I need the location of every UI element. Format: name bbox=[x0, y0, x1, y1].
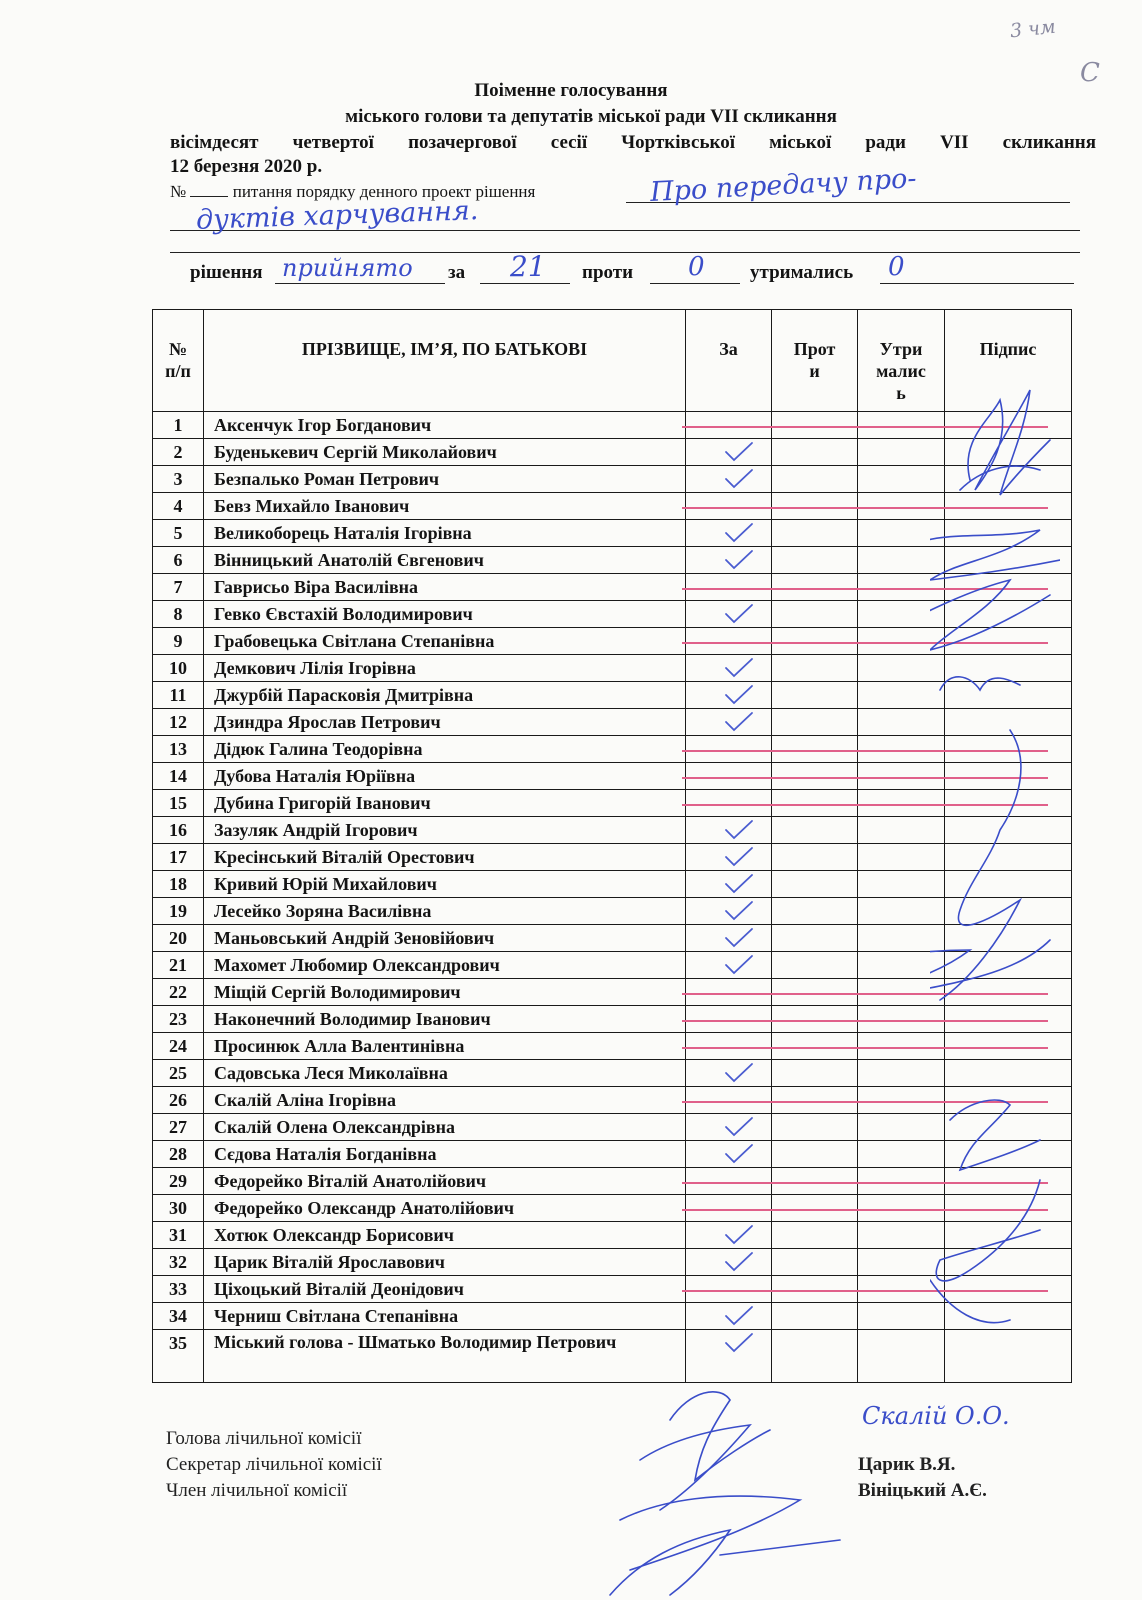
signature-stroke bbox=[670, 1392, 770, 1480]
row-against-cell bbox=[772, 952, 858, 979]
row-number: 28 bbox=[153, 1141, 204, 1168]
check-mark-icon bbox=[724, 1143, 754, 1165]
row-for-cell bbox=[686, 547, 772, 574]
row-for-cell bbox=[686, 925, 772, 952]
row-name: Міський голова - Шматько Володимир Петрович bbox=[204, 1330, 686, 1383]
check-mark-icon bbox=[724, 1062, 754, 1084]
row-for-cell bbox=[686, 1249, 772, 1276]
row-for-cell bbox=[686, 898, 772, 925]
signature-stroke bbox=[930, 580, 1050, 650]
row-against-cell bbox=[772, 628, 858, 655]
check-mark-icon bbox=[724, 954, 754, 976]
check-mark-icon bbox=[724, 441, 754, 463]
row-number: 14 bbox=[153, 763, 204, 790]
row-number: 26 bbox=[153, 1087, 204, 1114]
signatures-column bbox=[930, 380, 1060, 1340]
session-date: 12 березня 2020 р. bbox=[170, 156, 323, 177]
for-count-label: за bbox=[448, 262, 466, 283]
check-mark-icon bbox=[724, 873, 754, 895]
row-for-cell bbox=[686, 817, 772, 844]
row-against-cell bbox=[772, 1276, 858, 1303]
row-for-cell bbox=[686, 1087, 772, 1114]
header-against-text: Прот и bbox=[793, 339, 836, 381]
check-mark-icon bbox=[724, 1251, 754, 1273]
row-name: Аксенчук Ігор Богданович bbox=[204, 412, 686, 439]
row-number: 4 bbox=[153, 493, 204, 520]
decision-value-line bbox=[275, 283, 445, 284]
handwritten-issue-title-2: дуктів харчування. bbox=[195, 195, 479, 236]
row-against-cell bbox=[772, 574, 858, 601]
signature-stroke bbox=[720, 1540, 840, 1555]
row-number: 22 bbox=[153, 979, 204, 1006]
row-number: 32 bbox=[153, 1249, 204, 1276]
row-for-cell bbox=[686, 1141, 772, 1168]
header-against bbox=[772, 310, 858, 412]
signature-stroke bbox=[930, 530, 1060, 580]
row-against-cell bbox=[772, 871, 858, 898]
row-for-cell bbox=[686, 763, 772, 790]
row-against-cell bbox=[772, 790, 858, 817]
check-mark-icon bbox=[724, 711, 754, 733]
check-mark-icon bbox=[724, 522, 754, 544]
row-against-cell bbox=[772, 736, 858, 763]
row-name: Зазуляк Андрій Ігорович bbox=[204, 817, 686, 844]
row-against-cell bbox=[772, 547, 858, 574]
signature-stroke bbox=[950, 1100, 1040, 1170]
row-name: Кресінський Віталій Орестович bbox=[204, 844, 686, 871]
row-name: Федорейко Олександр Анатолійович bbox=[204, 1195, 686, 1222]
row-against-cell bbox=[772, 1141, 858, 1168]
row-number: 20 bbox=[153, 925, 204, 952]
handwritten-for-count: 21 bbox=[510, 250, 546, 283]
row-number: 33 bbox=[153, 1276, 204, 1303]
row-name: Дубова Наталія Юріївна bbox=[204, 763, 686, 790]
signature-stroke bbox=[940, 730, 1021, 1000]
row-number: 3 bbox=[153, 466, 204, 493]
row-name: Скалій Аліна Ігорівна bbox=[204, 1087, 686, 1114]
row-name: Федорейко Віталій Анатолійович bbox=[204, 1168, 686, 1195]
row-for-cell bbox=[686, 466, 772, 493]
row-number: 30 bbox=[153, 1195, 204, 1222]
check-mark-icon bbox=[724, 1332, 754, 1354]
row-for-cell bbox=[686, 709, 772, 736]
signature-stroke bbox=[620, 1496, 800, 1570]
row-name: Демкович Лілія Ігорівна bbox=[204, 655, 686, 682]
signature-stroke bbox=[936, 1180, 1040, 1281]
row-against-cell bbox=[772, 925, 858, 952]
row-against-cell bbox=[772, 1249, 858, 1276]
row-name: Дубина Григорій Іванович bbox=[204, 790, 686, 817]
row-name: Сєдова Наталія Богданівна bbox=[204, 1141, 686, 1168]
row-number: 27 bbox=[153, 1114, 204, 1141]
row-name: Ціхоцький Віталій Деонідович bbox=[204, 1276, 686, 1303]
row-against-cell bbox=[772, 763, 858, 790]
row-against-cell bbox=[772, 466, 858, 493]
signature-stroke bbox=[968, 390, 1050, 495]
row-number: 13 bbox=[153, 736, 204, 763]
row-number: 17 bbox=[153, 844, 204, 871]
row-against-cell bbox=[772, 1114, 858, 1141]
row-number: 23 bbox=[153, 1006, 204, 1033]
row-against-cell bbox=[772, 601, 858, 628]
check-mark-icon bbox=[724, 657, 754, 679]
row-name: Скалій Олена Олександрівна bbox=[204, 1114, 686, 1141]
check-mark-icon bbox=[724, 1305, 754, 1327]
row-against-cell bbox=[772, 1060, 858, 1087]
row-for-cell bbox=[686, 520, 772, 547]
row-name: Вінницький Анатолій Євгенович bbox=[204, 547, 686, 574]
row-for-cell bbox=[686, 412, 772, 439]
row-number: 18 bbox=[153, 871, 204, 898]
row-against-cell bbox=[772, 844, 858, 871]
row-name: Маньовський Андрій Зеновійович bbox=[204, 925, 686, 952]
signature-stroke bbox=[610, 1530, 730, 1595]
row-number: 25 bbox=[153, 1060, 204, 1087]
chair-label: Голова лічильної комісії bbox=[166, 1428, 362, 1449]
check-mark-icon bbox=[724, 549, 754, 571]
header-for: За bbox=[686, 310, 772, 412]
row-for-cell bbox=[686, 493, 772, 520]
row-name: Бевз Михайло Іванович bbox=[204, 493, 686, 520]
handwritten-issue-title-1: Про передачу про- bbox=[649, 163, 918, 208]
row-name: Гевко Євстахій Володимирович bbox=[204, 601, 686, 628]
check-mark-icon bbox=[724, 684, 754, 706]
row-against-cell bbox=[772, 1033, 858, 1060]
row-for-cell bbox=[686, 1276, 772, 1303]
handwritten-abstained-count: 0 bbox=[888, 252, 905, 282]
signature-stroke bbox=[940, 677, 1020, 690]
row-name: Черниш Світлана Степанівна bbox=[204, 1303, 686, 1330]
check-mark-icon bbox=[724, 1116, 754, 1138]
handwritten-against-count: 0 bbox=[688, 252, 705, 282]
row-for-cell bbox=[686, 736, 772, 763]
against-value-line bbox=[650, 283, 740, 284]
for-value-line bbox=[480, 283, 570, 284]
row-for-cell bbox=[686, 1303, 772, 1330]
session-line: вісімдесят четвертої позачергової сесії Чортківської міської ради VII скликання bbox=[170, 132, 1096, 153]
row-name: Міщій Сергій Володимирович bbox=[204, 979, 686, 1006]
row-number: 9 bbox=[153, 628, 204, 655]
row-against-cell bbox=[772, 979, 858, 1006]
row-against-cell bbox=[772, 412, 858, 439]
row-number: 6 bbox=[153, 547, 204, 574]
row-name: Гаврисьо Віра Василівна bbox=[204, 574, 686, 601]
check-mark-icon bbox=[724, 468, 754, 490]
row-name: Безпалько Роман Петрович bbox=[204, 466, 686, 493]
document-title: Поіменне голосування bbox=[474, 80, 668, 101]
row-for-cell bbox=[686, 574, 772, 601]
row-against-cell bbox=[772, 817, 858, 844]
row-for-cell bbox=[686, 979, 772, 1006]
row-number: 12 bbox=[153, 709, 204, 736]
row-name: Дзиндра Ярослав Петрович bbox=[204, 709, 686, 736]
row-against-cell bbox=[772, 1087, 858, 1114]
secretary-label: Секретар лічильної комісії bbox=[166, 1454, 382, 1475]
check-mark-icon bbox=[724, 927, 754, 949]
row-against-cell bbox=[772, 682, 858, 709]
abstained-value-line bbox=[880, 283, 1074, 284]
row-against-cell bbox=[772, 520, 858, 547]
abstained-count-label: утримались bbox=[750, 262, 854, 283]
row-against-cell bbox=[772, 655, 858, 682]
row-for-cell bbox=[686, 790, 772, 817]
row-name: Буденькевич Сергій Миколайович bbox=[204, 439, 686, 466]
row-for-cell bbox=[686, 1114, 772, 1141]
row-for-cell bbox=[686, 1222, 772, 1249]
header-number bbox=[153, 310, 204, 412]
secretary-name: Царик В.Я. bbox=[858, 1454, 956, 1475]
check-mark-icon bbox=[724, 603, 754, 625]
row-number: 21 bbox=[153, 952, 204, 979]
corner-handwritten-mark: С bbox=[1080, 58, 1100, 88]
row-number: 15 bbox=[153, 790, 204, 817]
row-name: Наконечний Володимир Іванович bbox=[204, 1006, 686, 1033]
row-number: 7 bbox=[153, 574, 204, 601]
issue-number-blank bbox=[190, 182, 228, 197]
row-number: 8 bbox=[153, 601, 204, 628]
row-for-cell bbox=[686, 655, 772, 682]
decision-label: рішення bbox=[190, 262, 263, 283]
row-against-cell bbox=[772, 1195, 858, 1222]
row-name: Джурбій Парасковія Дмитрівна bbox=[204, 682, 686, 709]
handwritten-decision: прийнято bbox=[282, 254, 413, 282]
row-for-cell bbox=[686, 952, 772, 979]
check-mark-icon bbox=[724, 1224, 754, 1246]
row-number: 19 bbox=[153, 898, 204, 925]
row-number: 29 bbox=[153, 1168, 204, 1195]
row-for-cell bbox=[686, 439, 772, 466]
member-name: Вініцький А.Є. bbox=[858, 1480, 987, 1501]
row-for-cell bbox=[686, 844, 772, 871]
row-against-cell bbox=[772, 1303, 858, 1330]
header-abstained-text: Утри малис ь bbox=[876, 339, 926, 403]
row-name: Махомет Любомир Олександрович bbox=[204, 952, 686, 979]
row-name: Царик Віталій Ярославович bbox=[204, 1249, 686, 1276]
row-number: 1 bbox=[153, 412, 204, 439]
row-name: Кривий Юрій Михайлович bbox=[204, 871, 686, 898]
signature-stroke bbox=[930, 1280, 1010, 1323]
row-against-cell bbox=[772, 898, 858, 925]
row-for-cell bbox=[686, 1168, 772, 1195]
check-mark-icon bbox=[724, 900, 754, 922]
row-for-cell bbox=[686, 1060, 772, 1087]
row-number: 16 bbox=[153, 817, 204, 844]
signature-stroke bbox=[960, 466, 1040, 490]
row-name: Просинюк Алла Валентинівна bbox=[204, 1033, 686, 1060]
issue-label: питання порядку денного проект рішення bbox=[232, 182, 536, 201]
signature-stroke bbox=[640, 1425, 750, 1510]
row-against-cell bbox=[772, 1168, 858, 1195]
against-count-label: проти bbox=[582, 262, 634, 283]
row-number: 35 bbox=[153, 1330, 204, 1383]
row-for-cell bbox=[686, 628, 772, 655]
row-number: 31 bbox=[153, 1222, 204, 1249]
signature-stroke bbox=[930, 940, 1050, 990]
issue-number-prefix: № bbox=[170, 182, 187, 201]
row-number: 34 bbox=[153, 1303, 204, 1330]
row-name: Лесейко Зоряна Василівна bbox=[204, 898, 686, 925]
row-number: 24 bbox=[153, 1033, 204, 1060]
row-number: 5 bbox=[153, 520, 204, 547]
row-name: Дідюк Галина Теодорівна bbox=[204, 736, 686, 763]
row-for-cell bbox=[686, 601, 772, 628]
row-against-cell bbox=[772, 1222, 858, 1249]
header-name: ПРІЗВИЩЕ, ІМ’Я, ПО БАТЬКОВІ bbox=[204, 310, 686, 412]
commission-signatures bbox=[600, 1370, 900, 1600]
row-name: Хотюк Олександр Борисович bbox=[204, 1222, 686, 1249]
row-against-cell bbox=[772, 709, 858, 736]
row-against-cell bbox=[772, 439, 858, 466]
row-for-cell bbox=[686, 1195, 772, 1222]
row-name: Грабовецька Світлана Степанівна bbox=[204, 628, 686, 655]
row-for-cell bbox=[686, 1033, 772, 1060]
member-label: Член лічильної комісії bbox=[166, 1480, 348, 1501]
row-number: 10 bbox=[153, 655, 204, 682]
issue-fill-line-3 bbox=[170, 252, 1080, 253]
header-number-text: № п/п bbox=[165, 339, 191, 381]
row-for-cell bbox=[686, 682, 772, 709]
row-number: 11 bbox=[153, 682, 204, 709]
row-number: 2 bbox=[153, 439, 204, 466]
row-for-cell bbox=[686, 1006, 772, 1033]
check-mark-icon bbox=[724, 846, 754, 868]
corner-handwritten-note: 3 чм bbox=[1008, 15, 1057, 43]
row-against-cell bbox=[772, 493, 858, 520]
document-subtitle: міського голови та депутатів міської ради VII скликання bbox=[345, 106, 837, 127]
chair-name: Скалій О.О. bbox=[862, 1402, 1010, 1430]
check-mark-icon bbox=[724, 819, 754, 841]
row-name: Садовська Леся Миколаївна bbox=[204, 1060, 686, 1087]
row-against-cell bbox=[772, 1006, 858, 1033]
header-signature: Підпис bbox=[945, 310, 1072, 412]
row-for-cell bbox=[686, 871, 772, 898]
row-name: Великоборець Наталія Ігорівна bbox=[204, 520, 686, 547]
